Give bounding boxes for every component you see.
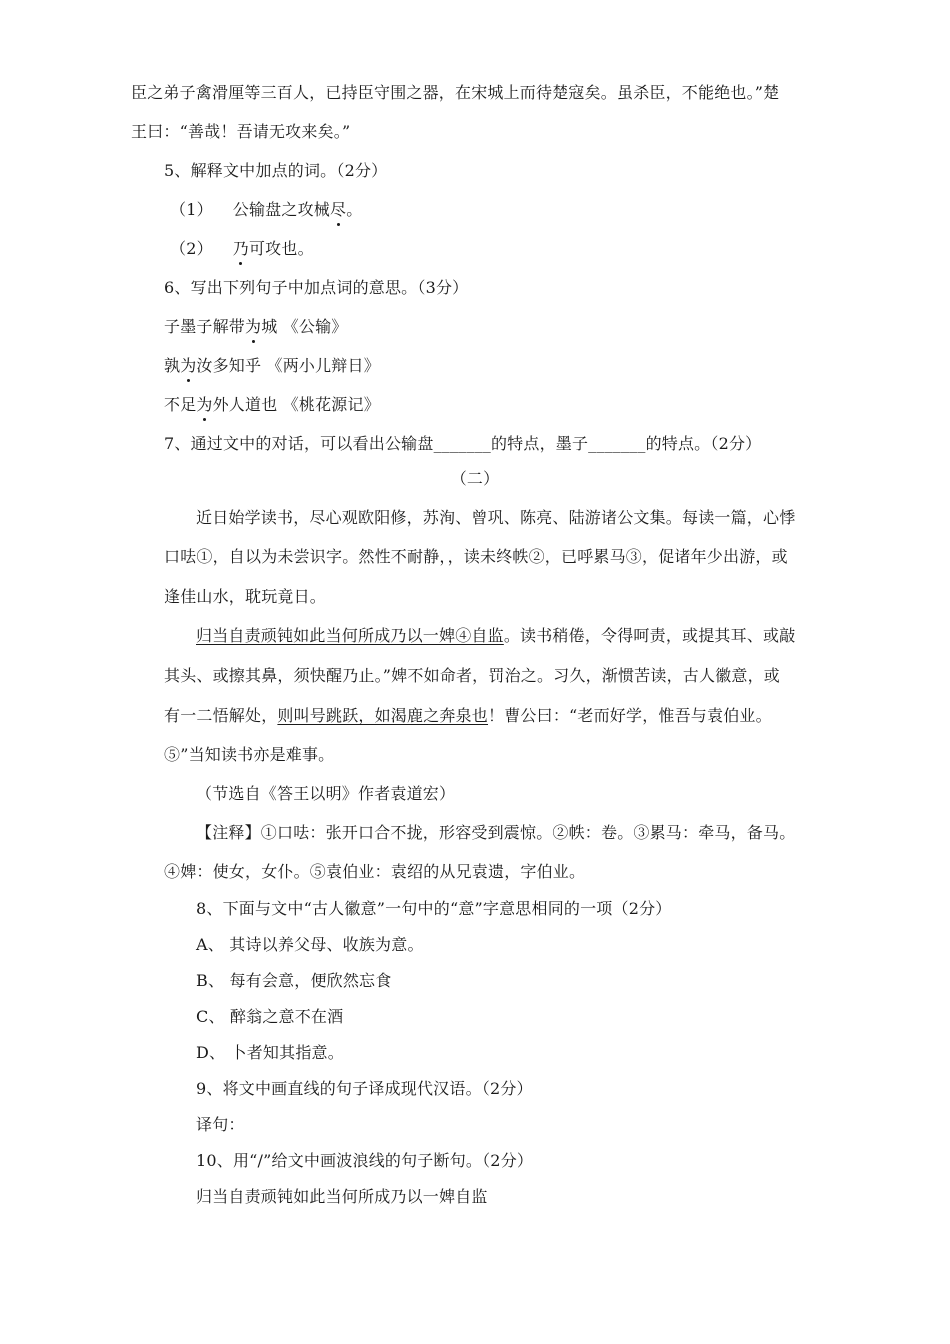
paragraph-text: 。读书稍倦，令得呵责，或提其耳、或敲 xyxy=(503,626,796,645)
sentence-source: 外人道也 《桃花源记》 xyxy=(212,395,380,414)
question-6-sentence-3 xyxy=(164,395,380,415)
sentence-text: 不足 xyxy=(164,395,197,414)
dotted-word: 尽 xyxy=(329,200,347,219)
paragraph-text: 有一二悟解处， xyxy=(164,706,278,725)
dotted-word: 为 xyxy=(180,356,197,375)
question-6-sentence-1 xyxy=(164,317,348,337)
annotation-line-2: ④婢：使女，女仆。⑤袁伯业：袁绍的从兄袁遗，字伯业。 xyxy=(164,862,586,881)
question-9-answer-label: 译句： xyxy=(196,1115,245,1134)
dotted-word: 为 xyxy=(245,317,262,336)
sentence-source: 城 《公输》 xyxy=(261,317,348,336)
section-2-title: （二） xyxy=(450,469,500,488)
paragraph-text-end: ！曹公曰：“老而好学，惟吾与袁伯业。 xyxy=(488,706,772,725)
sentence-text: 子墨子解带 xyxy=(164,317,246,336)
question-10-sentence: 归当自责顽钝如此当何所成乃以一婢自监 xyxy=(196,1187,488,1206)
wavy-underlined-sentence: 归当自责顽钝如此当何所成乃以一婢④自监 xyxy=(196,626,504,645)
question-5-item-1 xyxy=(170,200,362,220)
question-7-prompt: 7、通过文中的对话，可以看出公输盘_______的特点，墨子_______的特点。（2分） xyxy=(164,434,762,453)
item-number: （1） xyxy=(170,200,213,219)
question-8-option-b: B、 每有会意，便欣然忘食 xyxy=(196,971,392,990)
sentence-text: 孰 xyxy=(164,356,181,375)
passage1-line-2: 王曰：“善哉！吾请无攻来矣。” xyxy=(131,122,351,141)
passage2-paragraph-1-line-1: 近日始学读书，尽心观欧阳修，苏洵、曾巩、陈亮、陆游诸公文集。每读一篇，心悸 xyxy=(196,508,796,527)
straight-underlined-sentence: 则叫号跳跃，如渴鹿之奔泉也 xyxy=(277,706,489,725)
item-text: 可攻也。 xyxy=(248,239,314,258)
question-6-prompt: 6、写出下列句子中加点词的意思。（3分） xyxy=(164,278,469,297)
question-5-item-2 xyxy=(170,239,314,259)
question-8-option-c: C、 醉翁之意不在酒 xyxy=(196,1007,344,1026)
dotted-word: 乃 xyxy=(232,239,249,258)
item-number: （2） xyxy=(170,239,213,258)
passage2-paragraph-2-line-4: ⑤”当知读书亦是难事。 xyxy=(164,745,335,764)
passage2-paragraph-2-line-3 xyxy=(164,706,772,726)
passage2-paragraph-2-line-1 xyxy=(196,626,795,646)
passage1-line-1: 臣之弟子禽滑厘等三百人，已持臣守围之器，在宋城上而待楚寇矣。虽杀臣，不能绝也。”楚 xyxy=(131,83,780,102)
item-text: 公输盘之攻械 xyxy=(232,200,330,219)
passage2-paragraph-1-line-2: 口呿①，自以为未尝识字。然性不耐静，，读未终帙②，已呼累马③，促诸年少出游，或 xyxy=(164,547,788,566)
question-10-prompt: 10、用“/”给文中画波浪线的句子断句。（2分） xyxy=(196,1151,534,1170)
question-8-prompt: 8、下面与文中“古人徽意”一句中的“意”字意思相同的一项（2分） xyxy=(196,899,672,918)
passage2-paragraph-2-line-2: 其头、或擦其鼻，须快醒乃止。”婢不如命者，罚治之。习久，渐惯苦读，古人徽意，或 xyxy=(164,666,780,685)
question-8-option-d: D、 卜者知其指意。 xyxy=(196,1043,344,1062)
question-6-sentence-2 xyxy=(164,356,380,376)
sentence-source: 汝多知乎 《两小儿辩日》 xyxy=(196,356,380,375)
annotation-line-1: 【注释】①口呿：张开口合不拢，形容受到震惊。②帙：卷。③累马：牵马，备马。 xyxy=(196,823,796,842)
question-9-prompt: 9、将文中画直线的句子译成现代汉语。（2分） xyxy=(196,1079,533,1098)
passage2-paragraph-1-line-3: 逢佳山水，耽玩竟日。 xyxy=(164,587,327,606)
question-5-prompt: 5、解释文中加点的词。（2分） xyxy=(164,161,388,180)
passage2-source: （节选自《答王以明》作者袁道宏） xyxy=(196,784,456,803)
dotted-word: 为 xyxy=(196,395,213,414)
item-text-end: 。 xyxy=(346,200,363,219)
question-8-option-a: A、 其诗以养父母、收族为意。 xyxy=(196,935,424,954)
